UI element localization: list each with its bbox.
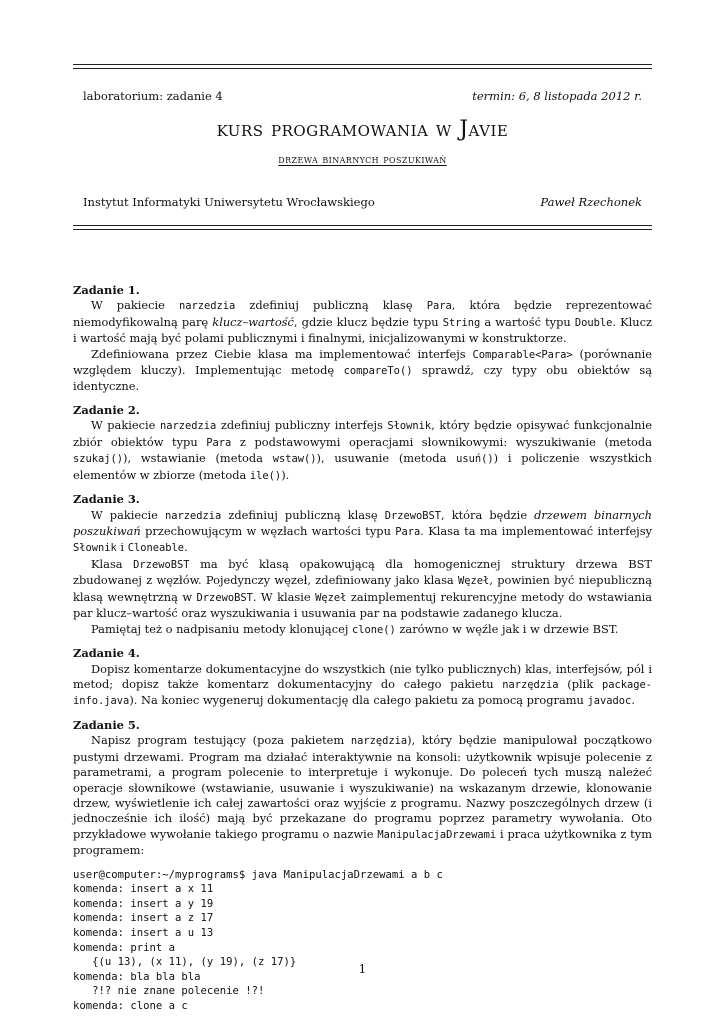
task-section xyxy=(73,646,652,710)
inline-code: Para xyxy=(395,526,421,539)
text-run: a wartość typu xyxy=(480,314,575,329)
console-line: ?!? nie znane polecenie !?! xyxy=(73,985,265,998)
inline-code: Double xyxy=(574,316,613,329)
text-run: przechowującym w węzłach wartości typu xyxy=(140,524,396,539)
inline-code: narzedzia xyxy=(164,509,222,522)
lab-label: laboratorium: zadanie 4 xyxy=(83,89,223,103)
text-run: , która będzie xyxy=(441,507,535,522)
text-run: . Klucz i wartość mają być polami publicznymi i finalnymi, inicjalizowanymi w konstruktorze. xyxy=(73,314,652,346)
task-section xyxy=(73,403,652,484)
text-run: ). Na koniec wygeneruj dokumentację dla całego pakietu za pomocą programu xyxy=(129,693,588,708)
task-paragraph xyxy=(73,557,652,622)
console-line: komenda: print a xyxy=(73,941,176,954)
task-section xyxy=(73,492,652,638)
page-title: kurs programowania w Javie xyxy=(216,117,509,142)
deadline-label: termin: 6, 8 listopada 2012 r. xyxy=(472,89,642,103)
inline-code: compareTo() xyxy=(343,365,413,378)
emphasis-text: drzewem binarnych poszukiwań xyxy=(73,507,652,539)
header-rule-bottom-2 xyxy=(73,229,652,230)
text-run: ) i policzenie wszystkich elementów w zbiorze (metoda xyxy=(73,451,652,482)
inline-code: Słownik xyxy=(73,542,117,555)
text-run: Napisz program testujący (poza pakietem xyxy=(91,733,351,748)
console-line: komenda: insert a x 11 xyxy=(73,883,214,896)
task-paragraph xyxy=(73,733,652,858)
console-line: komenda: insert a y 19 xyxy=(73,897,214,910)
inline-code: wstaw() xyxy=(272,453,317,466)
header-rule-bottom-1 xyxy=(73,225,652,226)
task-heading: Zadanie 4. xyxy=(73,646,140,661)
text-run: Dopisz komentarze dokumentacyjne do wszystkich (nie tylko publicznych) klas, interfejsów, pól i metod; dopisz także komentarz dokumentacyjny do całego pakietu xyxy=(73,661,652,691)
inline-code: Comparable<Para> xyxy=(472,348,573,361)
inline-code: Para xyxy=(206,436,232,449)
text-run: Pamiętaj też o nadpisaniu metody klonującej xyxy=(91,621,352,636)
inline-code: narzędzia xyxy=(502,678,559,691)
document-body xyxy=(73,283,652,1022)
text-run: i praca użytkownika z tym programem: xyxy=(73,826,652,858)
task-paragraph xyxy=(73,662,652,710)
text-run: , który będzie opisywać funkcjonalnie zbiór obiektów typu xyxy=(73,418,652,449)
inline-code: clone() xyxy=(352,623,396,636)
console-line: komenda: insert a z 17 xyxy=(73,912,214,925)
inline-code: usuń() xyxy=(456,453,494,466)
task-heading: Zadanie 2. xyxy=(73,403,140,418)
task-section xyxy=(73,283,652,395)
text-run: sprawdź, czy typy obu obiektów są identyczne. xyxy=(73,363,653,394)
text-run: zdefiniuj publiczną klasę xyxy=(221,507,385,522)
inline-code: szukaj() xyxy=(73,453,124,466)
task-heading: Zadanie 5. xyxy=(73,717,140,732)
header-rule-top-2 xyxy=(73,68,652,69)
inline-code: DrzewoBST xyxy=(384,509,442,522)
text-run: , gdzie klucz będzie typu xyxy=(293,314,443,329)
text-run: W pakiecie xyxy=(91,418,160,433)
text-run: W pakiecie xyxy=(91,298,179,313)
text-run: ma być klasą opakowującą dla homogenicznej struktury drzewa BST zbudowanej z węzłów. Pojedynczy węzeł, zdefiniowany jako klasa xyxy=(73,556,652,588)
console-line: komenda: clone a c xyxy=(73,999,188,1012)
task-paragraph xyxy=(73,347,652,395)
task-paragraph xyxy=(73,298,652,346)
institution-label: Instytut Informatyki Uniwersytetu Wrocławskiego xyxy=(83,195,375,209)
text-run: ), który będzie manipulował początkowo pustymi drzewami. Program ma działać interaktywnie na konsoli: użytkownik wpisuje polecenie z parametrami, a program polecenie to interpretuje i wykonuje. Do poleceń tych muszą należeć operacje słownikowe (wstawianie, usuwanie i wyszukiwanie) na wskazanym drzewie, klonowanie drzew, wyświetlenie ich całej zawartości oraz wyjście z programu. Nazwy poszczególnych drzew (i jednocześnie ich ilość) mają być przekazane do programu poprzez parametry wywołania. Oto przykładowe wywołanie takiego programu o nazwie xyxy=(73,733,652,841)
text-run: ). xyxy=(281,467,290,482)
text-run: Klasa xyxy=(91,556,134,571)
text-run: i xyxy=(116,540,128,555)
text-run: . xyxy=(184,540,188,555)
text-run: (porównanie względem kluczy). Implementując metodę xyxy=(73,346,652,378)
inline-code: DrzewoBST xyxy=(133,558,190,571)
inline-code: narzedzia xyxy=(179,300,236,313)
text-run: W pakiecie xyxy=(91,507,165,522)
text-run: zarówno w węźle jak i w drzewie BST. xyxy=(395,621,619,636)
subtitle-text: drzewa binarnych poszukiwań xyxy=(278,152,447,166)
task-heading: Zadanie 1. xyxy=(73,283,140,297)
header-rule-top-1 xyxy=(73,64,652,65)
text-run: zaimplementuj rekurencyjne metody do wstawiania par klucz–wartość oraz wyszukiwania i usuwania par na podstawie zadanego klucza. xyxy=(73,589,653,621)
inline-code: package-info.java xyxy=(73,678,653,708)
console-line: komenda: bla bla bla xyxy=(73,970,201,983)
text-run: z podstawowymi operacjami słownikowymi: wyszukiwanie (metoda xyxy=(231,434,652,449)
text-run: zdefiniuj publiczny interfejs xyxy=(216,418,388,433)
inline-code: Węzeł xyxy=(315,591,347,604)
text-run: . W klasie xyxy=(252,589,316,604)
page-subtitle xyxy=(0,152,725,166)
text-run: . Klasa ta ma implementować interfejsy xyxy=(420,524,652,539)
text-run: (plik xyxy=(558,676,602,691)
inline-code: narzedzia xyxy=(159,420,217,433)
text-run: . xyxy=(631,693,635,708)
inline-code: ile() xyxy=(249,469,282,482)
inline-code: Cloneable xyxy=(127,542,184,555)
task-paragraph xyxy=(73,418,652,484)
text-run: ), wstawianie (metoda xyxy=(123,451,273,466)
inline-code: String xyxy=(442,316,481,329)
text-run: , która będzie reprezentować niemodyfikowalną parę xyxy=(73,298,652,329)
inline-code: narzędzia xyxy=(350,735,408,748)
inline-code: Słownik xyxy=(387,420,432,433)
text-run: ), usuwanie (metoda xyxy=(316,451,457,466)
page-number: 1 xyxy=(358,962,367,976)
inline-code: ManipulacjaDrzewami xyxy=(377,828,497,841)
task-heading: Zadanie 3. xyxy=(73,492,140,507)
inline-code: Węzeł xyxy=(458,575,490,588)
task-paragraph xyxy=(73,508,652,557)
inline-code: Para xyxy=(426,300,452,313)
inline-code: DrzewoBST xyxy=(196,591,253,604)
text-run: zdefiniuj publiczną klasę xyxy=(235,298,427,313)
inline-code: javadoc xyxy=(587,695,632,708)
emphasis-text: klucz–wartość xyxy=(212,314,294,329)
console-line: {(u 13), (x 11), (y 19), (z 17)} xyxy=(73,956,297,969)
console-line: komenda: insert a u 13 xyxy=(73,926,214,939)
console-line: user@computer:~/myprograms$ java ManipulacjaDrzewami a b c xyxy=(73,868,443,881)
console-example xyxy=(73,868,652,1014)
task-paragraph xyxy=(73,622,652,638)
text-run: Zdefiniowana przez Ciebie klasa ma implementować interfejs xyxy=(91,346,473,361)
author-label: Paweł Rzechonek xyxy=(540,195,642,209)
text-run: , powinien być niepubliczną klasą wewnętrzną w xyxy=(73,573,652,604)
